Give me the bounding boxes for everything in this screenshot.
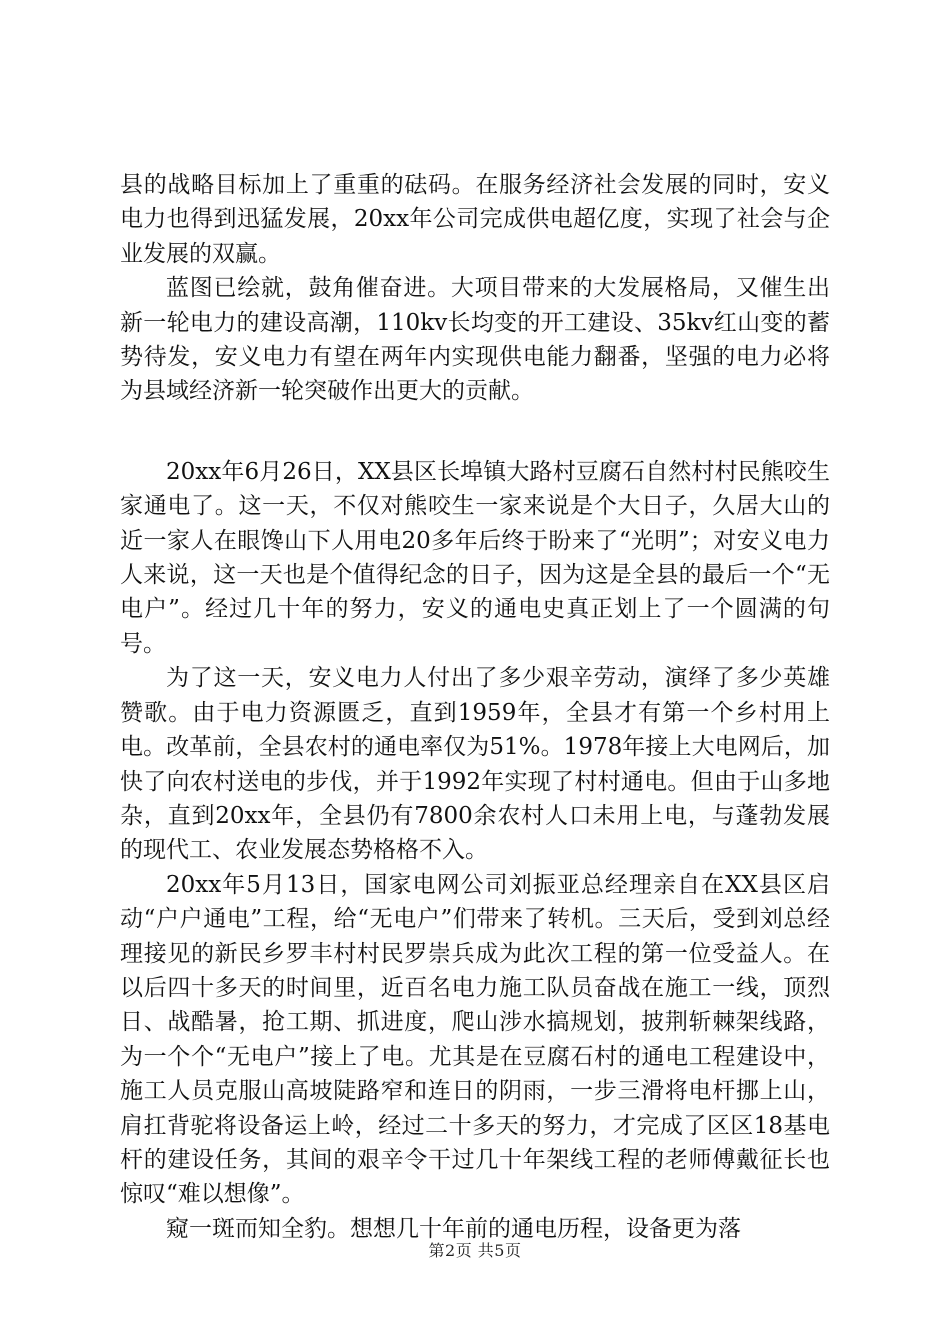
paragraph: 为了这一天，安义电力人付出了多少艰辛劳动，演绎了多少英雄赞歌。由于电力资源匮乏，直到1959年，全县才有第一个乡村用上电。改革前，全县农村的通电率仅为51%。1978年接上大电网后，加快了向农村送电的步伐，并于1992年实现了村村通电。但由于山多地杂，直到20xx年，全县仍有7800余农村人口未用上电，与蓬勃发展的现代工、农业发展态势格格不入。	[120, 665, 830, 864]
paragraph: 20xx年5月13日，国家电网公司刘振亚总经理亲自在XX县区启动“户户通电”工程，给“无电户”们带来了转机。三天后，受到刘总经理接见的新民乡罗丰村村民罗崇兵成为此次工程的第一位受益人。在以后四十多天的时间里，近百名电力施工队员奋战在施工一线，顶烈日、战酷暑，抢工期、抓进度，爬山涉水搞规划，披荆斩棘架线路，为一个个“无电户”接上了电。尤其是在豆腐石村的通电工程建设中，施工人员克服山高坡陡路窄和连日的阴雨，一步三滑将电杆挪上山，肩扛背驼将设备运上岭，经过二十多天的努力，才完成了区区18基电杆的建设任务，其间的艰辛令干过几十年架线工程的老师傅戴征长也惊叹“难以想像”。	[120, 871, 830, 1208]
paragraph: 窥一斑而知全豹。想想几十年前的通电历程，设备更为落	[166, 1215, 741, 1242]
paragraph: 县的战略目标加上了重重的砝码。在服务经济社会发展的同时，安义电力也得到迅猛发展，20xx年公司完成供电超亿度，实现了社会与企业发展的双赢。	[120, 172, 830, 267]
document-body	[120, 168, 830, 1246]
paragraph: 蓝图已绘就，鼓角催奋进。大项目带来的大发展格局，又催生出新一轮电力的建设高潮，110kv长均变的开工建设、35kv红山变的蓄势待发，安义电力有望在两年内实现供电能力翻番，坚强的电力必将为县域经济新一轮突破作出更大的贡献。	[120, 275, 830, 405]
paragraph: 20xx年6月26日，XX县区长埠镇大路村豆腐石自然村村民熊咬生家通电了。这一天，不仅对熊咬生一家来说是个大日子，久居大山的近一家人在眼馋山下人用电20多年后终于盼来了“光明”；对安义电力人来说，这一天也是个值得纪念的日子，因为这是全县的最后一个“无电户”。经过几十年的努力，安义的通电史真正划上了一个圆满的句号。	[120, 458, 830, 657]
page-number-footer: 第2页 共5页	[428, 1241, 522, 1260]
